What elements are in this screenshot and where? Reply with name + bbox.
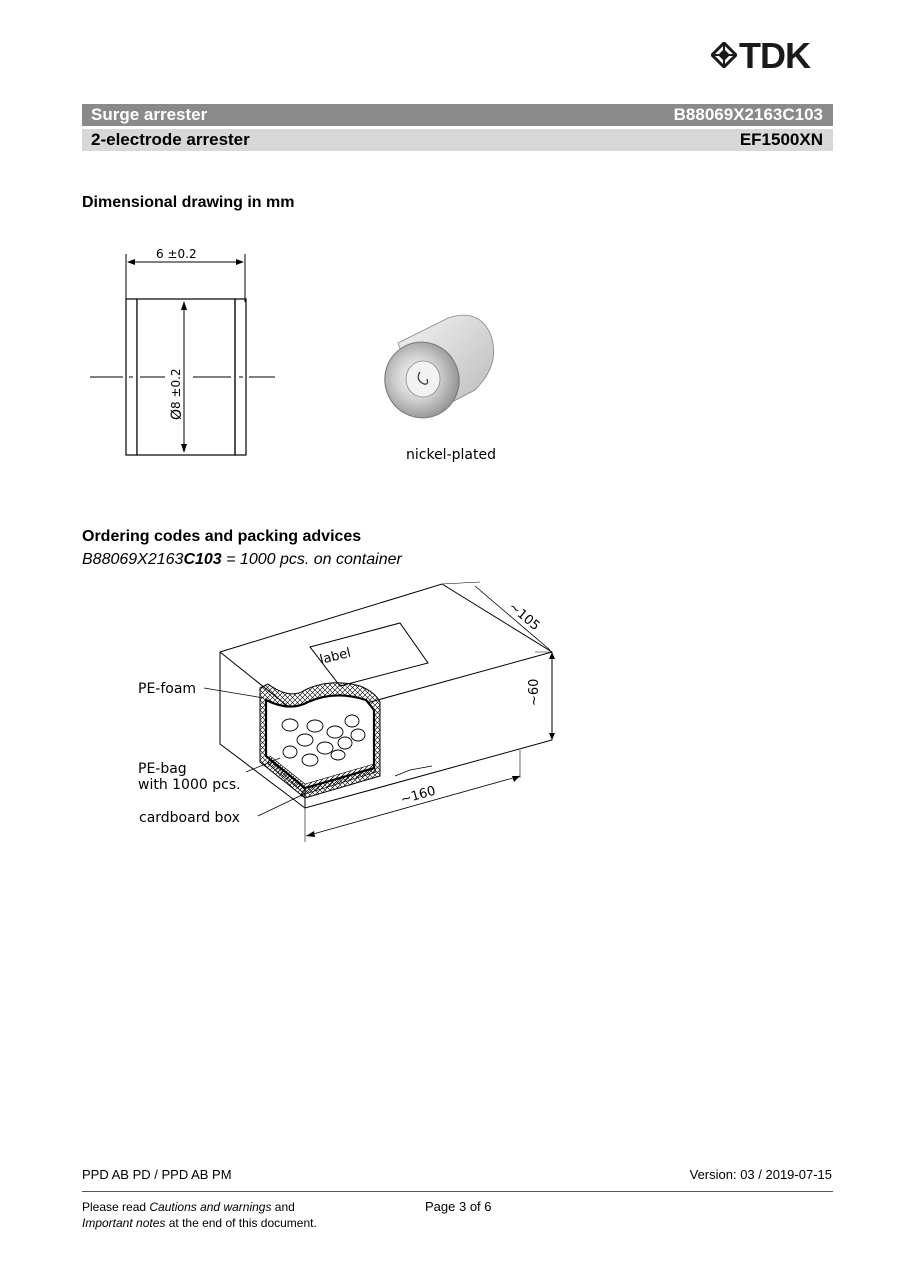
ordering-code-line <box>82 550 402 570</box>
footer-note-important: Important notes <box>82 1216 166 1230</box>
product-subtype: 2-electrode arrester <box>91 130 250 149</box>
pe-bag-label-line1: PE-bag <box>138 761 187 777</box>
diameter-symbol: Ø <box>169 408 185 420</box>
length-dimension-label: ~160 <box>398 783 438 808</box>
header-bar-primary <box>82 104 833 126</box>
page-number: Page 3 of 6 <box>425 1199 492 1214</box>
footer-note <box>82 1199 382 1231</box>
footer-note-suffix: at the end of this document. <box>165 1216 317 1230</box>
finish-label: nickel-plated <box>406 447 496 463</box>
footer-version: Version: 03 / 2019-07-15 <box>689 1167 832 1182</box>
pe-bag-label-line2: with 1000 pcs. <box>138 777 241 793</box>
label-text: label <box>318 645 353 668</box>
footer-divider <box>82 1191 833 1192</box>
pe-foam-label: PE-foam <box>138 681 197 697</box>
header-bar-secondary <box>82 129 833 151</box>
ordering-code-suffix: C103 <box>183 551 222 568</box>
ordering-code-prefix: B88069X2163 <box>82 551 184 568</box>
dimensional-heading: Dimensional drawing in mm <box>82 194 295 211</box>
footer-note-prefix: Please read <box>82 1200 150 1214</box>
width-dimension-label: 6 ±0.2 <box>156 247 197 261</box>
cardboard-box-label: cardboard box <box>139 810 240 826</box>
ordering-code-rest: = 1000 pcs. on container <box>221 551 402 568</box>
depth-dimension-label: ~105 <box>505 599 543 635</box>
ordering-heading: Ordering codes and packing advices <box>82 528 362 545</box>
footer-note-and: and <box>271 1200 295 1214</box>
logo-text: TDK <box>739 35 810 76</box>
footer-department: PPD AB PD / PPD AB PM <box>82 1167 232 1182</box>
part-number: B88069X2163C103 <box>673 105 823 124</box>
diameter-dimension-label: 8 ±0.2 <box>169 368 183 409</box>
tdk-logo <box>711 35 837 76</box>
packing-box-drawing <box>130 580 570 850</box>
component-3d-view <box>380 308 505 423</box>
tdk-emblem-icon <box>711 42 737 68</box>
product-name: EF1500XN <box>739 130 823 149</box>
height-dimension-label: ~60 <box>527 678 542 706</box>
footer-note-cautions: Cautions and warnings <box>149 1200 272 1214</box>
product-type: Surge arrester <box>91 105 208 124</box>
dimensional-drawing <box>85 240 285 465</box>
